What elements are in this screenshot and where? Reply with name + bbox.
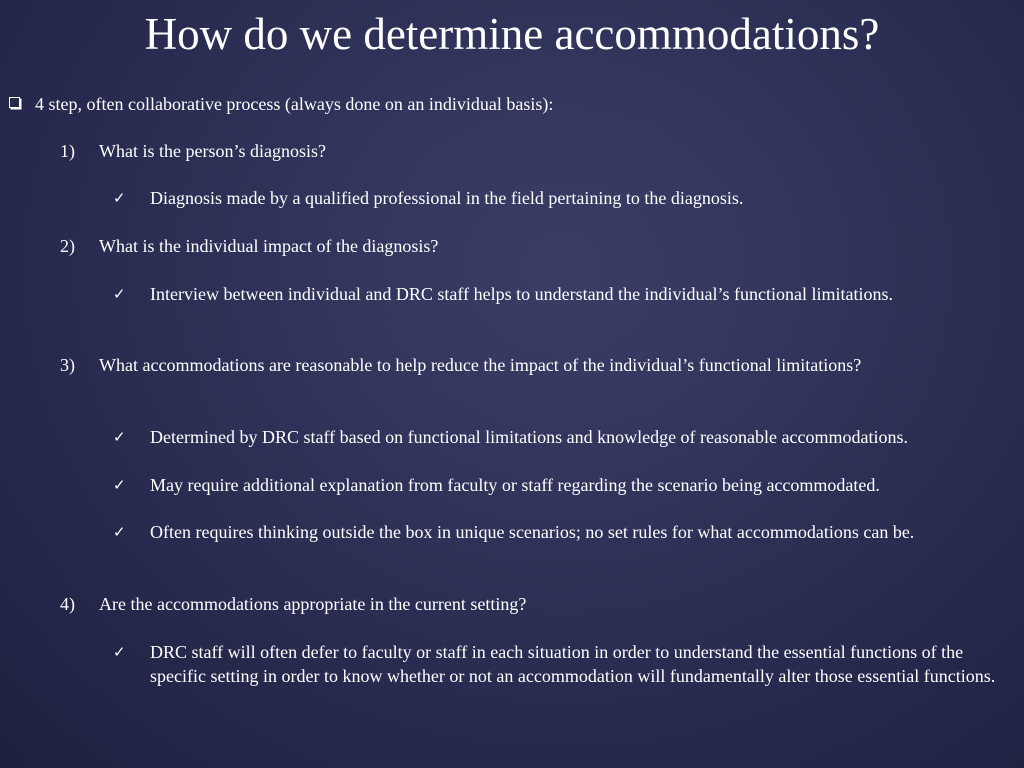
check-text: DRC staff will often defer to faculty or staff in each situation in order to understand the essential functions of the specific setting in order to know whether or not an accommodation will fundamentally alter those essential functions. xyxy=(150,642,996,686)
step-text: What is the individual impact of the diagnosis? xyxy=(99,236,439,256)
check-text: May require additional explanation from faculty or staff regarding the scenario being accommodated. xyxy=(150,475,880,495)
step-number: 2) xyxy=(60,236,75,256)
lead-bullet xyxy=(9,92,553,116)
checkmark-icon: ✓ xyxy=(113,643,126,661)
check-text: Interview between individual and DRC staff helps to understand the individual’s functional limitations. xyxy=(150,284,894,304)
slide-title: How do we determine accommodations? xyxy=(144,9,880,59)
step-text: What accommodations are reasonable to help reduce the impact of the individual’s functional limitations? xyxy=(99,355,862,375)
check-text: Often requires thinking outside the box in unique scenarios; no set rules for what accommodations can be. xyxy=(150,522,915,542)
step-text: Are the accommodations appropriate in the current setting? xyxy=(99,594,527,614)
step-number: 3) xyxy=(60,355,75,375)
step-text: What is the person’s diagnosis? xyxy=(99,141,326,161)
check-text: Diagnosis made by a qualified professional in the field pertaining to the diagnosis. xyxy=(150,188,744,208)
checkmark-icon: ✓ xyxy=(113,523,126,541)
step-number: 4) xyxy=(60,594,75,614)
checkmark-icon: ✓ xyxy=(113,428,126,446)
lead-text: 4 step, often collaborative process (always done on an individual basis): xyxy=(35,94,554,114)
checkmark-icon: ✓ xyxy=(113,476,126,494)
checkmark-icon: ✓ xyxy=(113,285,126,303)
checkbox-square-icon xyxy=(9,97,20,108)
checkmark-icon: ✓ xyxy=(113,189,126,207)
step-number: 1) xyxy=(60,141,75,161)
check-text: Determined by DRC staff based on functional limitations and knowledge of reasonable accommodations. xyxy=(150,427,908,447)
